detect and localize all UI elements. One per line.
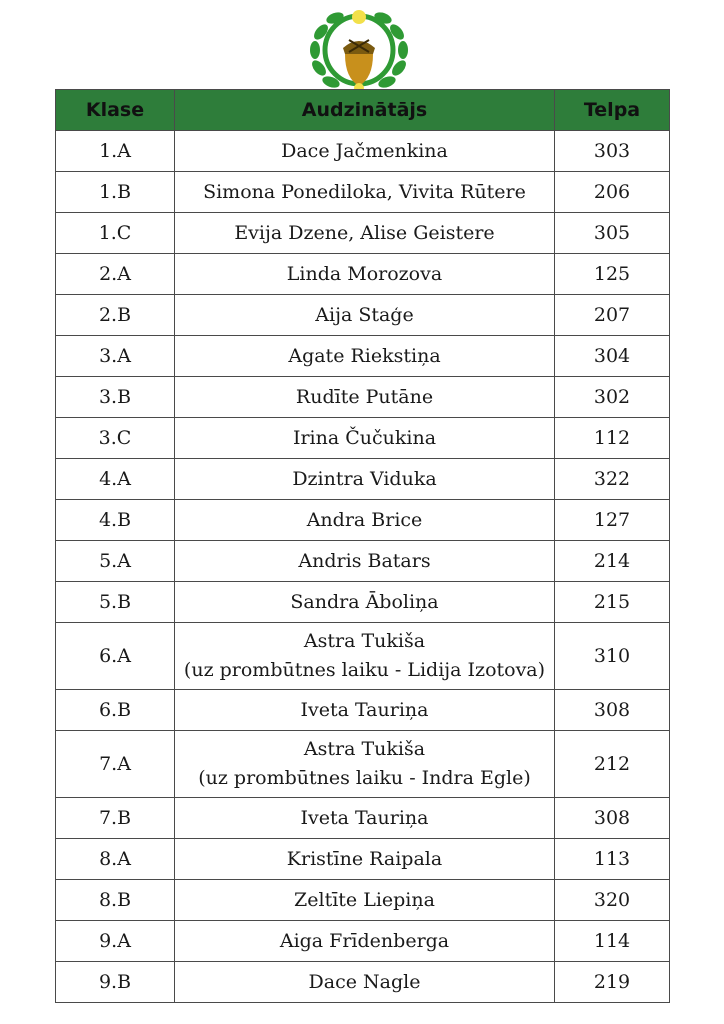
cell-telpa: 320 [555, 880, 670, 921]
cell-klase: 8.B [56, 880, 175, 921]
cell-audzinatajs: Sandra Āboliņa [175, 582, 555, 623]
cell-audzinatajs: Linda Morozova [175, 254, 555, 295]
cell-klase: 3.B [56, 377, 175, 418]
cell-klase: 9.A [56, 921, 175, 962]
cell-klase: 7.B [56, 798, 175, 839]
table-row [56, 962, 670, 1003]
cell-telpa: 302 [555, 377, 670, 418]
table-row [56, 921, 670, 962]
cell-audzinatajs: Andris Batars [175, 541, 555, 582]
table-row [56, 131, 670, 172]
table-row [56, 582, 670, 623]
cell-audzinatajs [175, 623, 555, 690]
table-row [56, 377, 670, 418]
cell-klase: 3.C [56, 418, 175, 459]
cell-audzinatajs: Zeltīte Liepiņa [175, 880, 555, 921]
table-row [56, 541, 670, 582]
cell-telpa: 305 [555, 213, 670, 254]
cell-telpa: 310 [555, 623, 670, 690]
header-telpa: Telpa [555, 90, 670, 131]
cell-klase: 8.A [56, 839, 175, 880]
table-row [56, 798, 670, 839]
cell-klase: 2.A [56, 254, 175, 295]
cell-telpa: 308 [555, 798, 670, 839]
cell-klase: 1.C [56, 213, 175, 254]
cell-telpa: 212 [555, 731, 670, 798]
table-row [56, 418, 670, 459]
cell-telpa: 215 [555, 582, 670, 623]
wreath-acorn-emblem-icon [307, 8, 411, 92]
cell-audzinatajs: Dace Jačmenkina [175, 131, 555, 172]
cell-telpa: 322 [555, 459, 670, 500]
cell-klase: 5.A [56, 541, 175, 582]
cell-telpa: 112 [555, 418, 670, 459]
cell-klase: 5.B [56, 582, 175, 623]
cell-audzinatajs: Iveta Tauriņa [175, 690, 555, 731]
table-row [56, 500, 670, 541]
cell-klase: 6.A [56, 623, 175, 690]
cell-audzinatajs: Aija Staģe [175, 295, 555, 336]
cell-audzinatajs: Evija Dzene, Alise Geistere [175, 213, 555, 254]
cell-audzinatajs: Andra Brice [175, 500, 555, 541]
cell-audzinatajs: Rudīte Putāne [175, 377, 555, 418]
table-row [56, 690, 670, 731]
cell-klase: 2.B [56, 295, 175, 336]
table-row [56, 880, 670, 921]
cell-telpa: 304 [555, 336, 670, 377]
cell-audzinatajs: Iveta Tauriņa [175, 798, 555, 839]
cell-audzinatajs: Kristīne Raipala [175, 839, 555, 880]
cell-telpa: 308 [555, 690, 670, 731]
table-row [56, 213, 670, 254]
table-row [56, 336, 670, 377]
cell-audzinatajs: Irina Čučukina [175, 418, 555, 459]
cell-telpa: 219 [555, 962, 670, 1003]
cell-audzinatajs: Dzintra Viduka [175, 459, 555, 500]
cell-audzinatajs [175, 731, 555, 798]
table-row [56, 731, 670, 798]
cell-telpa: 114 [555, 921, 670, 962]
school-logo [307, 8, 411, 92]
teacher-name: Astra Tukiša [303, 738, 426, 760]
cell-telpa: 207 [555, 295, 670, 336]
cell-klase: 9.B [56, 962, 175, 1003]
teacher-name: Astra Tukiša [303, 630, 426, 652]
class-teacher-table [55, 89, 670, 1003]
cell-telpa: 113 [555, 839, 670, 880]
cell-telpa: 214 [555, 541, 670, 582]
table-header-row [56, 90, 670, 131]
header-audzinatajs: Audzinātājs [175, 90, 555, 131]
cell-audzinatajs: Dace Nagle [175, 962, 555, 1003]
cell-telpa: 125 [555, 254, 670, 295]
table-row [56, 172, 670, 213]
cell-klase: 3.A [56, 336, 175, 377]
cell-klase: 1.B [56, 172, 175, 213]
cell-klase: 4.B [56, 500, 175, 541]
cell-klase: 7.A [56, 731, 175, 798]
cell-klase: 1.A [56, 131, 175, 172]
header-klase: Klase [56, 90, 175, 131]
table-row [56, 295, 670, 336]
table-row [56, 254, 670, 295]
cell-audzinatajs: Simona Ponediloka, Vivita Rūtere [175, 172, 555, 213]
cell-audzinatajs: Aiga Frīdenberga [175, 921, 555, 962]
cell-klase: 4.A [56, 459, 175, 500]
cell-audzinatajs: Agate Riekstiņa [175, 336, 555, 377]
teacher-substitute-note: (uz prombūtnes laiku - Lidija Izotova) [183, 659, 546, 681]
cell-telpa: 303 [555, 131, 670, 172]
cell-klase: 6.B [56, 690, 175, 731]
teacher-substitute-note: (uz prombūtnes laiku - Indra Egle) [198, 767, 531, 789]
cell-telpa: 206 [555, 172, 670, 213]
table-row [56, 839, 670, 880]
table-row [56, 459, 670, 500]
cell-telpa: 127 [555, 500, 670, 541]
table-row [56, 623, 670, 690]
